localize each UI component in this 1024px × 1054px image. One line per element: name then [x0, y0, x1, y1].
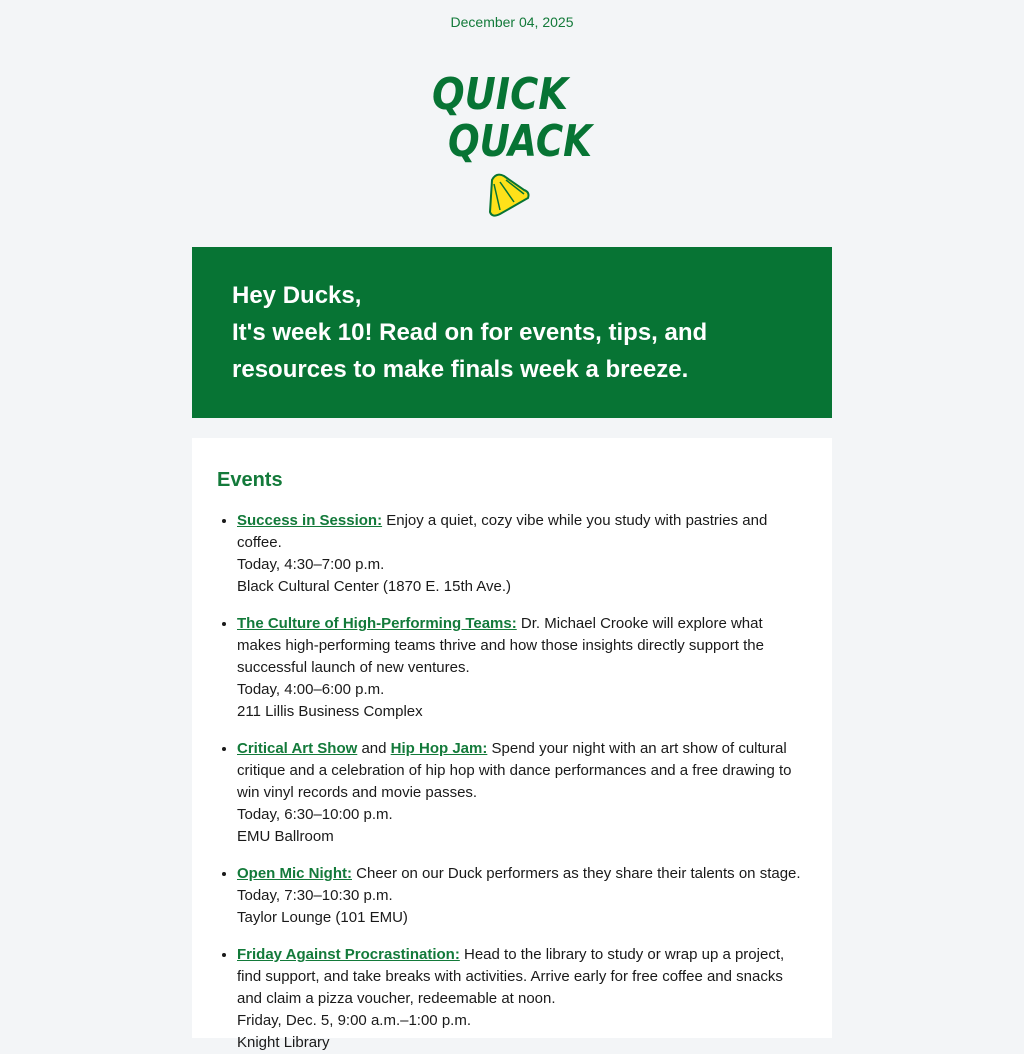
newsletter-date: December 04, 2025	[450, 14, 574, 30]
event-item	[237, 510, 807, 598]
event-link-critical-art-show[interactable]: Critical Art Show	[237, 740, 358, 757]
event-link-high-performing-teams[interactable]: The Culture of High-Performing Teams:	[237, 615, 517, 632]
quick-quack-logo	[430, 68, 598, 223]
event-item	[237, 738, 807, 848]
event-item	[237, 613, 807, 723]
event-connector: and	[357, 740, 391, 757]
hero-banner	[192, 247, 832, 418]
event-link-open-mic-night[interactable]: Open Mic Night:	[237, 865, 352, 882]
content-card	[192, 438, 832, 1051]
event-location: Knight Library	[237, 1034, 330, 1051]
event-description: Dr. Michael Crooke will explore what makes high-performing teams thrive and how those insights directly support the successful launch of new ventures.	[237, 615, 764, 676]
event-location: 211 Lillis Business Complex	[237, 703, 423, 720]
hero-greeting: Hey Ducks,	[232, 282, 362, 309]
logo-text-quack: QUACK	[448, 116, 595, 167]
event-link-friday-against-procrastination[interactable]: Friday Against Procrastination:	[237, 946, 460, 963]
duck-foot-icon	[490, 175, 529, 216]
event-description: Head to the library to study or wrap up a project, find support, and take breaks with activities. Arrive early for free coffee and snacks and claim a pizza voucher, redeemable at noon.	[237, 946, 785, 1007]
event-description: Enjoy a quiet, cozy vibe while you study with pastries and coffee.	[237, 512, 768, 551]
hero-line-2: It's week 10! Read on for events, tips, and	[232, 319, 708, 346]
event-item	[237, 944, 807, 1054]
event-time: Today, 7:30–10:30 p.m.	[237, 887, 393, 904]
events-heading: Events	[217, 469, 283, 491]
event-description: Cheer on our Duck performers as they share their talents on stage.	[352, 865, 801, 882]
hero-line-3: resources to make finals week a breeze.	[232, 356, 689, 383]
event-location: Black Cultural Center (1870 E. 15th Ave.)	[237, 578, 512, 595]
event-item	[237, 863, 807, 929]
event-link-hip-hop-jam[interactable]: Hip Hop Jam:	[390, 740, 488, 757]
event-location: Taylor Lounge (101 EMU)	[237, 909, 408, 926]
event-description: Spend your night with an art show of cultural critique and a celebration of hip hop with dance performances and a free drawing to win vinyl records and movie passes.	[237, 740, 792, 801]
event-link-success-in-session[interactable]: Success in Session:	[237, 512, 383, 529]
event-time: Today, 6:30–10:00 p.m.	[237, 806, 393, 823]
events-list	[217, 510, 807, 1054]
logo-text-quick: QUICK	[432, 69, 571, 120]
event-time: Today, 4:30–7:00 p.m.	[237, 556, 385, 573]
event-time: Today, 4:00–6:00 p.m.	[237, 681, 385, 698]
event-time: Friday, Dec. 5, 9:00 a.m.–1:00 p.m.	[237, 1012, 471, 1029]
event-location: EMU Ballroom	[237, 828, 334, 845]
